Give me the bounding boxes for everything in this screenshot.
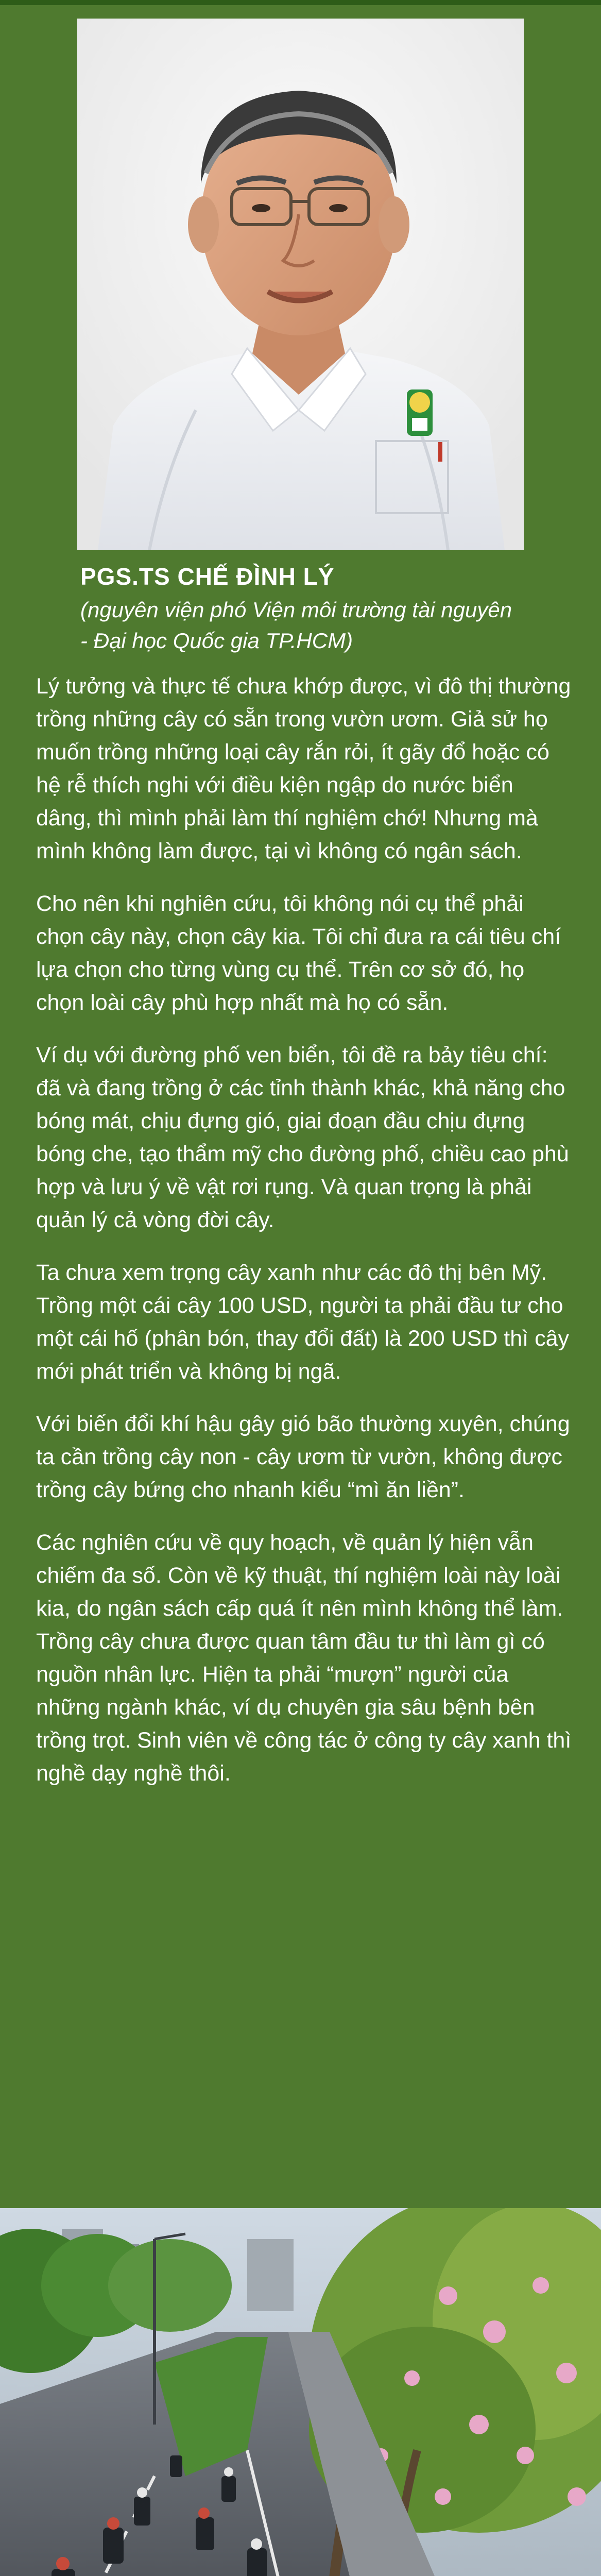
top-bar: [0, 0, 601, 5]
street-photo: [0, 2208, 601, 2576]
paragraph: Với biến đổi khí hậu gây gió bão thường xuyên, chúng ta cần trồng cây non - cây ươm từ vườn, không được trồng cây bứng cho nhanh kiểu “mì ăn liền”.: [36, 1412, 570, 1502]
caption-name: PGS.TS CHẾ ĐÌNH LÝ: [80, 563, 335, 590]
paragraph: Cho nên khi nghiên cứu, tôi không nói cụ thể phải chọn cây này, chọn cây kia. Tôi chỉ đưa ra cái tiêu chí lựa chọn cho từng vùng cụ thể. Trên cơ sở đó, họ chọn loài cây phù hợp nhất mà họ có sẵn.: [36, 891, 561, 1015]
photo-caption: [80, 562, 513, 656]
portrait-photo: [77, 19, 524, 550]
paragraph: Ta chưa xem trọng cây xanh như các đô thị bên Mỹ. Trồng một cái cây 100 USD, người ta phải đầu tư cho một cái hố (phân bón, thay đổi đất) là 200 USD thì cây mới phát triển và không bị ngã.: [36, 1260, 569, 1384]
paragraph: Ví dụ với đường phố ven biển, tôi đề ra bảy tiêu chí: đã và đang trồng ở các tỉnh thành khác, khả năng cho bóng mát, chịu đựng gió, giai đoạn đầu chịu đựng bóng che, tạo thẩm mỹ cho đường phố, chiều cao phù hợp và lưu ý về vật rơi rụng. Và quan trọng là phải quản lý cả vòng đời cây.: [36, 1043, 569, 1232]
paragraph: Các nghiên cứu về quy hoạch, về quản lý hiện vẫn chiếm đa số. Còn về kỹ thuật, thí nghiệm loài này loài kia, do ngân sách cấp quá ít nên mình không thể làm. Trồng cây chưa được quan tâm đầu tư thì làm gì có nguồn nhân lực. Hiện ta phải “mượn” người của những ngành khác, ví dụ chuyên gia sâu bệnh bên trồng trọt. Sinh viên về công tác ở công ty cây xanh thì nghề dạy nghề thôi.: [36, 1530, 572, 1786]
article-body: [36, 670, 572, 1809]
caption-role: (nguyên viện phó Viện môi trường tài nguyên - Đại học Quốc gia TP.HCM): [80, 598, 512, 653]
paragraph: Lý tưởng và thực tế chưa khớp được, vì đô thị thường trồng những cây có sẵn trong vườn ươm. Giả sử họ muốn trồng những loại cây rắn rỏi, ít gãy đổ hoặc có hệ rễ thích nghi với điều kiện ngập do nước biển dâng, thì mình phải làm thí nghiệm chớ! Nhưng mà mình không làm được, tại vì không có ngân sách.: [36, 674, 571, 863]
